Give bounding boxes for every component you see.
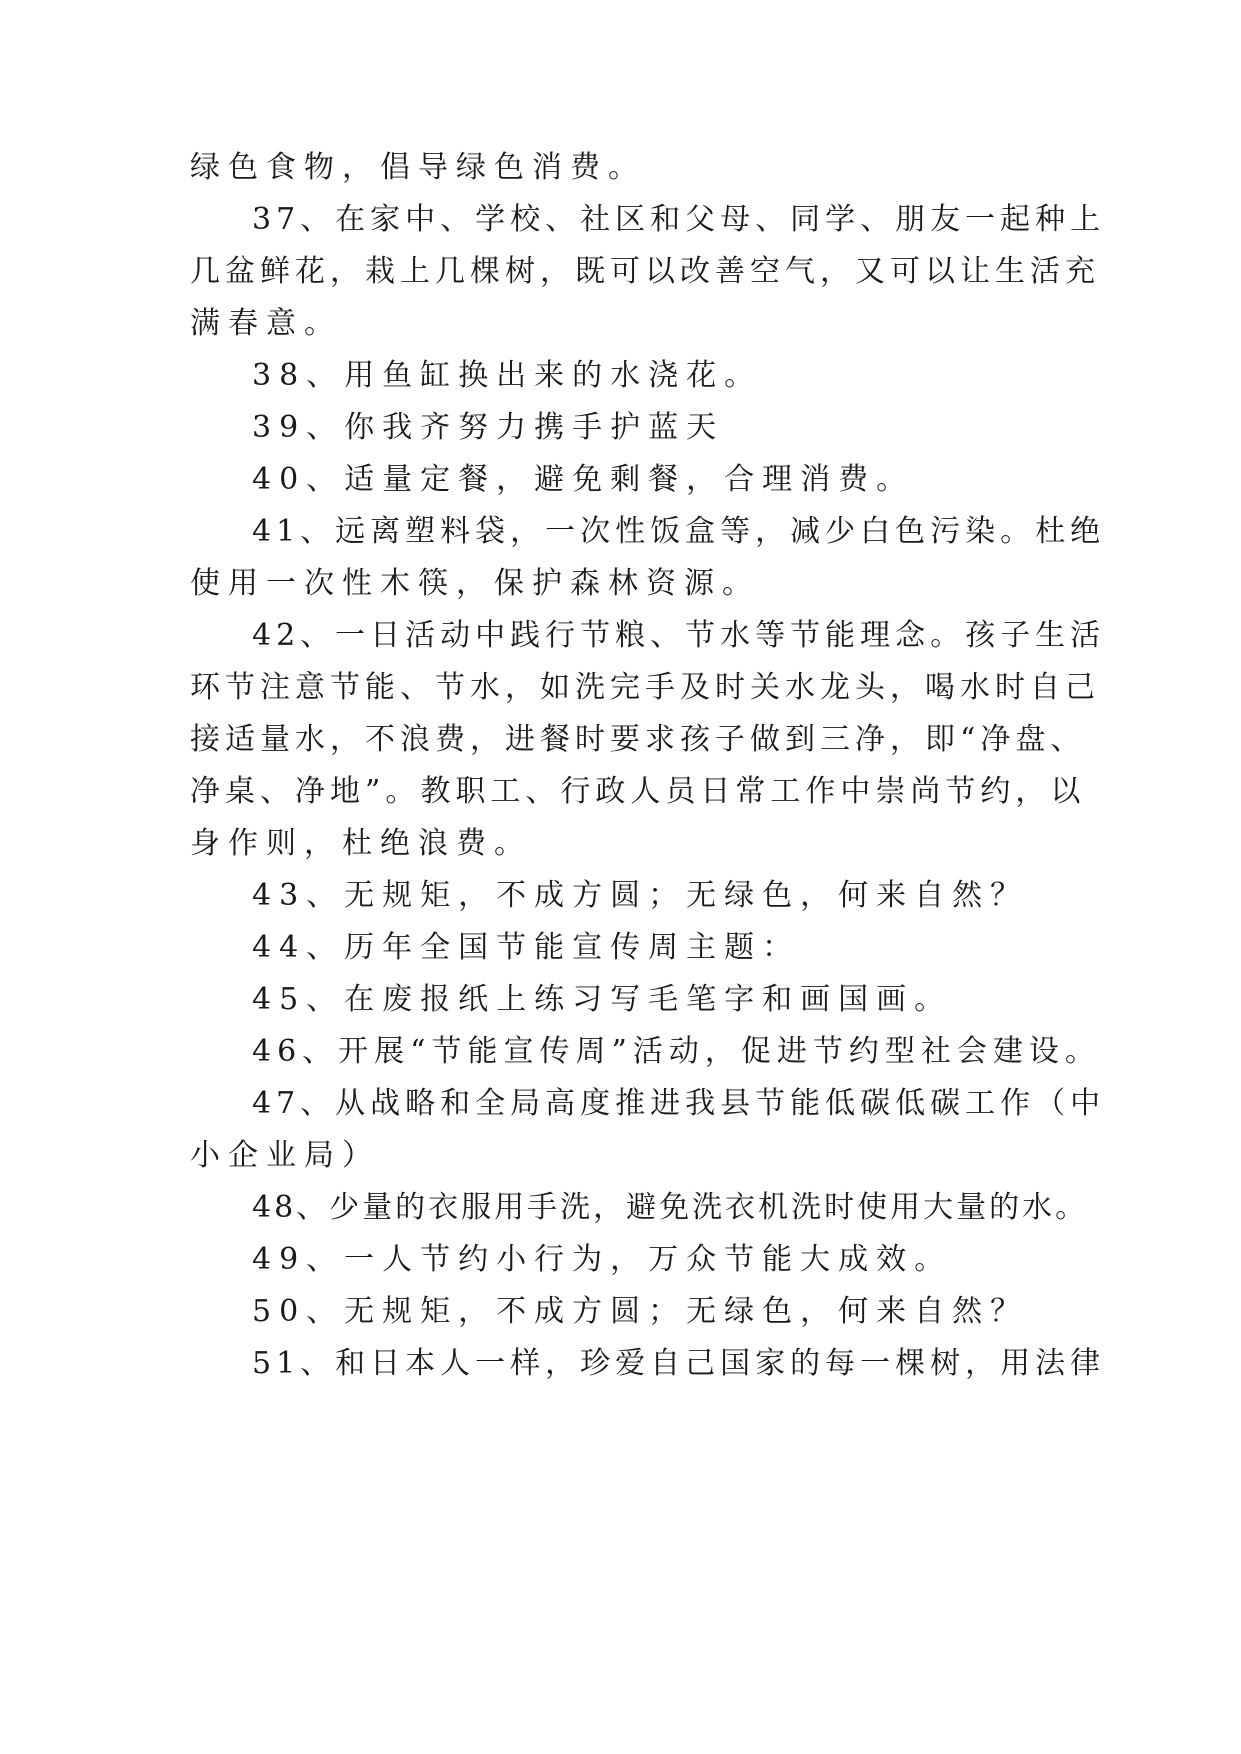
text-line: 身作则，杜绝浪费。 bbox=[190, 826, 532, 861]
text-line: 小企业局） bbox=[190, 1138, 380, 1173]
text-line: 49、一人节约小行为，万众节能大成效。 bbox=[252, 1242, 953, 1277]
text-line: 满春意。 bbox=[190, 306, 342, 341]
text-line: 45、在废报纸上练习写毛笔字和画国画。 bbox=[252, 982, 953, 1017]
text-line: 净桌、净地”。教职工、行政人员日常工作中崇尚节约，以 bbox=[190, 774, 1086, 809]
text-line: 38、用鱼缸换出来的水浇花。 bbox=[252, 358, 763, 393]
text-line: 44、历年全国节能宣传周主题： bbox=[252, 930, 801, 965]
text-line: 37、在家中、学校、社区和父母、同学、朋友一起种上 bbox=[252, 202, 1106, 237]
text-line: 46、开展“节能宣传周”活动，促进节约型社会建设。 bbox=[252, 1034, 1101, 1069]
text-line: 环节注意节能、节水，如洗完手及时关水龙头，喝水时自己 bbox=[190, 670, 1100, 705]
text-line: 47、从战略和全局高度推进我县节能低碳低碳工作（中 bbox=[252, 1086, 1106, 1121]
text-line: 51、和日本人一样，珍爱自己国家的每一棵树，用法律 bbox=[252, 1346, 1106, 1381]
text-line: 48、少量的衣服用手洗，避免洗衣机洗时使用大量的水。 bbox=[252, 1190, 1089, 1225]
text-line: 41、远离塑料袋，一次性饭盒等，减少白色污染。杜绝 bbox=[252, 514, 1106, 549]
text-line: 接适量水，不浪费，进餐时要求孩子做到三净，即“净盘、 bbox=[190, 722, 1086, 757]
text-line: 40、适量定餐，避免剩餐，合理消费。 bbox=[252, 462, 915, 497]
text-line: 39、你我齐努力携手护蓝天 bbox=[252, 410, 725, 445]
text-line: 42、一日活动中践行节粮、节水等节能理念。孩子生活 bbox=[252, 618, 1106, 653]
text-line: 43、无规矩，不成方圆；无绿色，何来自然？ bbox=[252, 878, 1029, 913]
text-line: 绿色食物，倡导绿色消费。 bbox=[190, 150, 646, 185]
text-line: 几盆鲜花，栽上几棵树，既可以改善空气，又可以让生活充 bbox=[190, 254, 1100, 289]
text-line: 使用一次性木筷，保护森林资源。 bbox=[190, 566, 760, 601]
text-line: 50、无规矩，不成方圆；无绿色，何来自然？ bbox=[252, 1294, 1029, 1329]
